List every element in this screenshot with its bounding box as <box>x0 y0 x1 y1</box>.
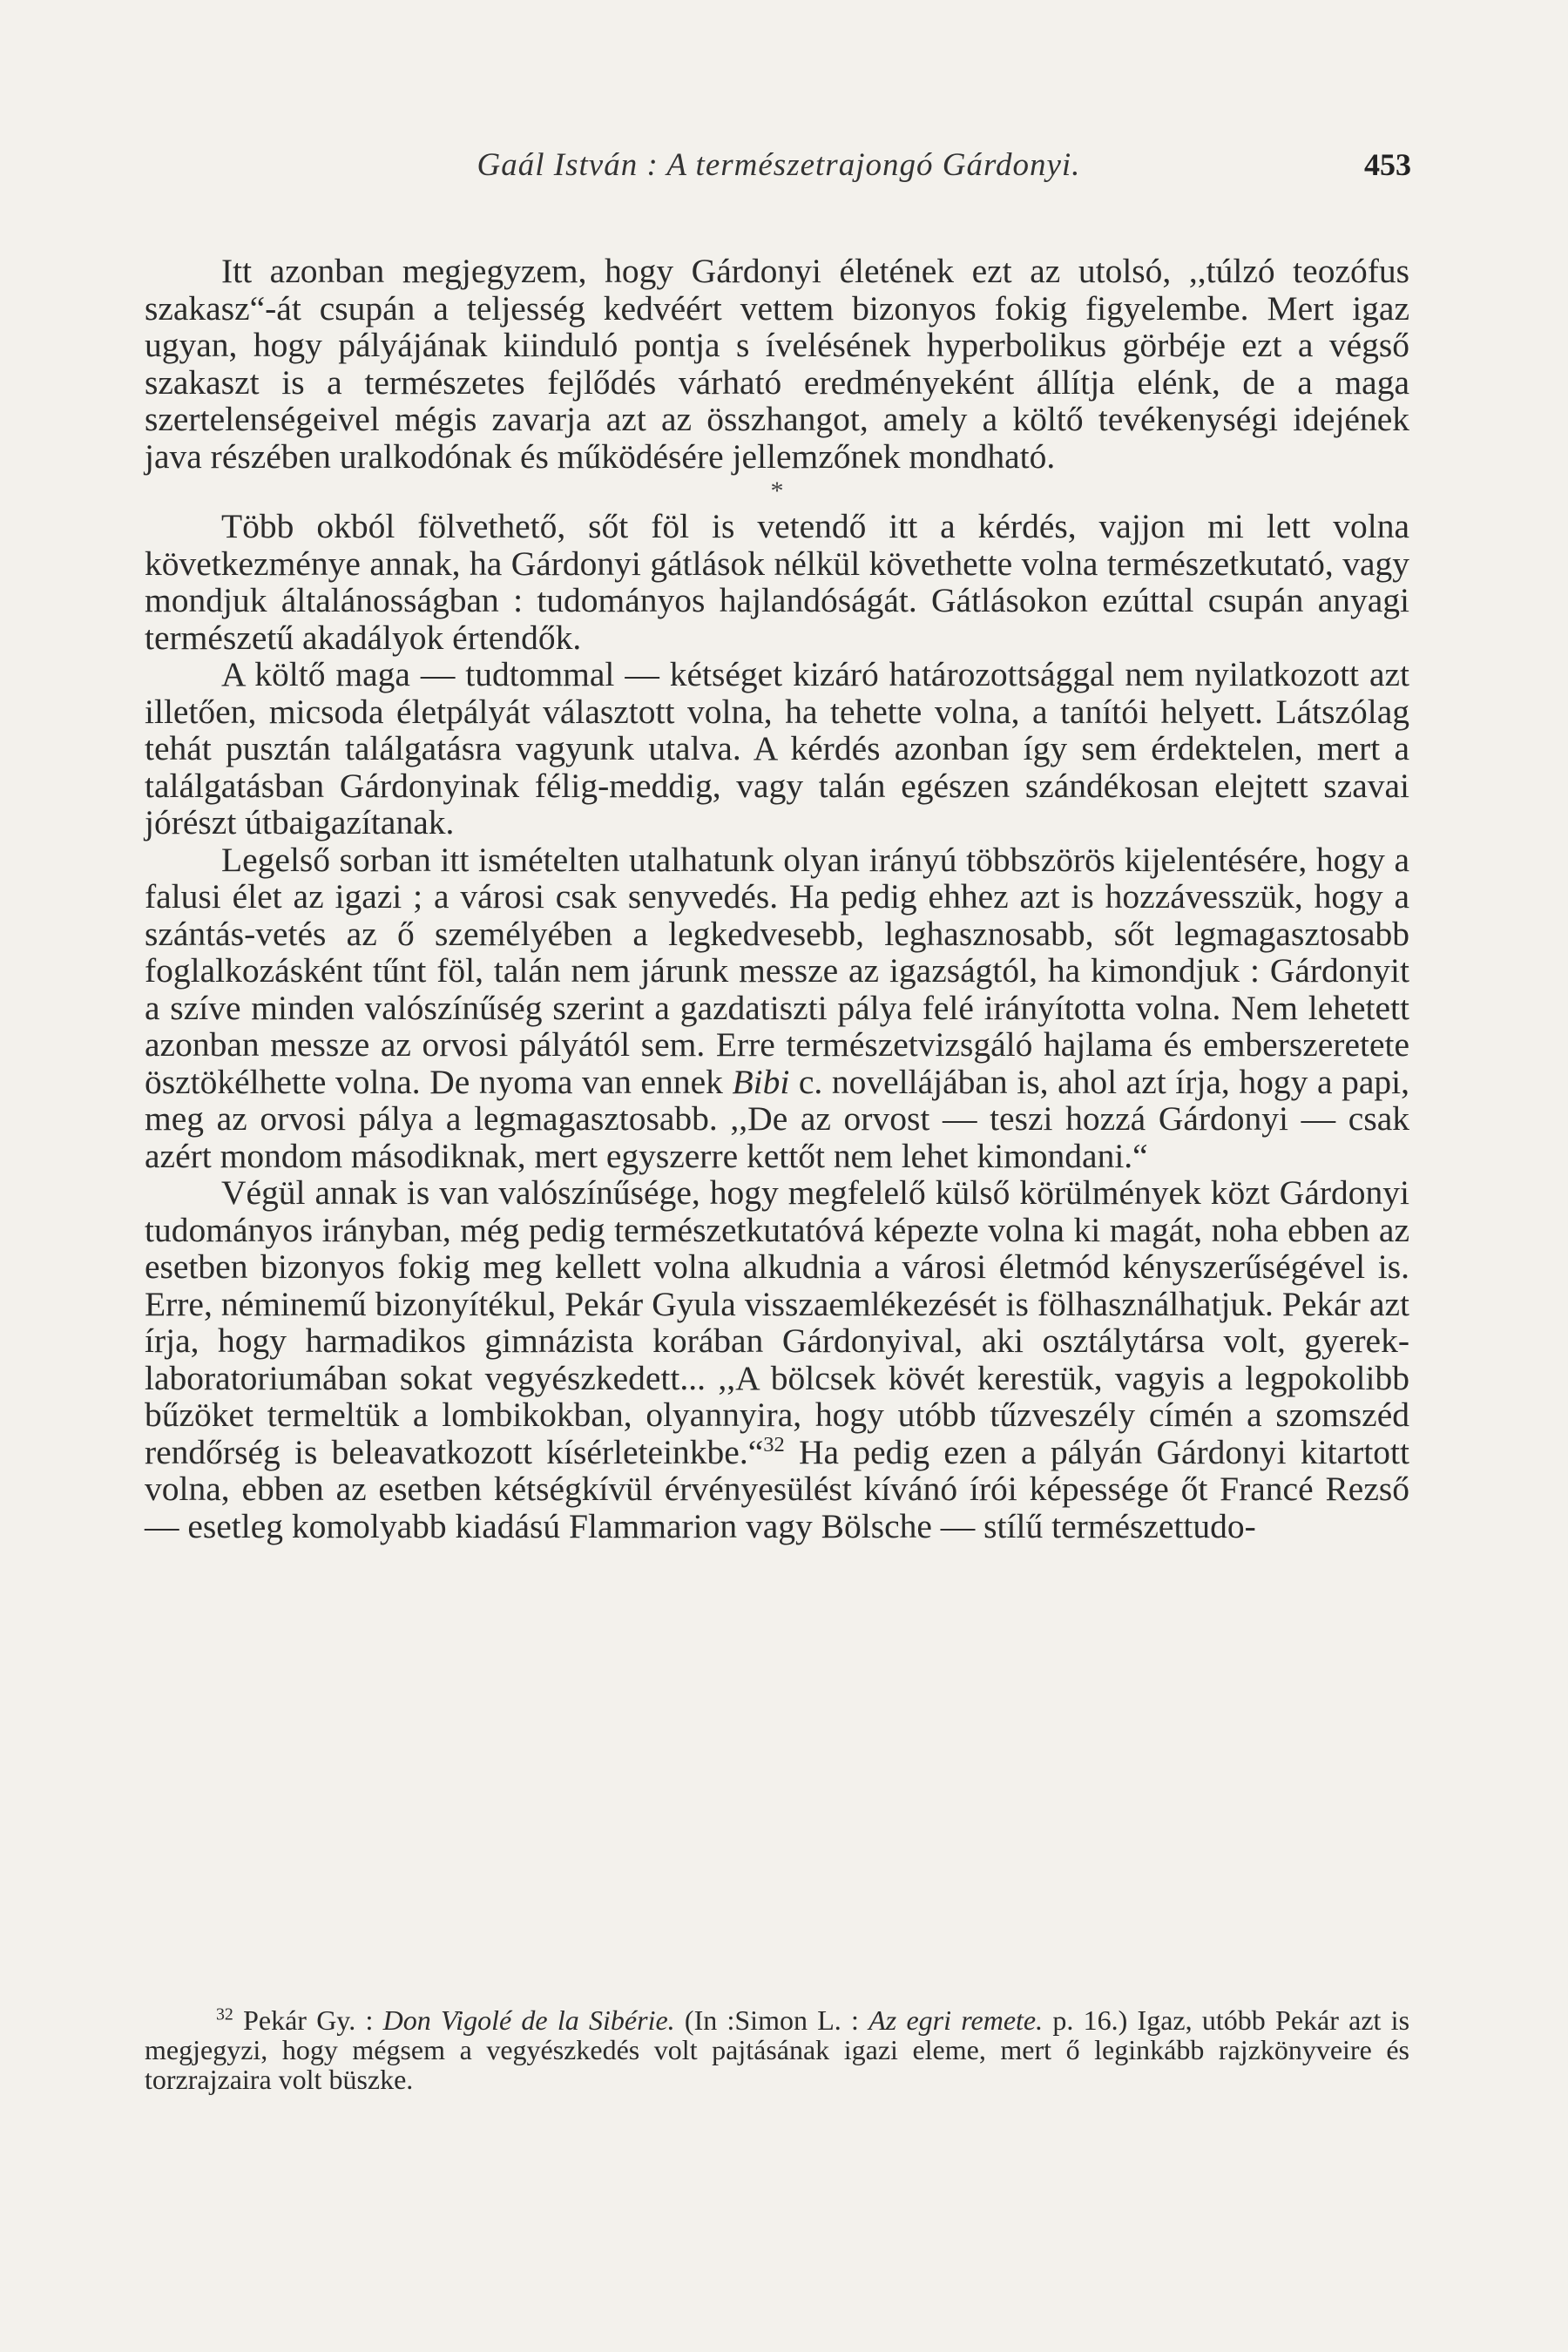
paragraph-5-text-a: Végül annak is van valószínűsége, hogy megfelelő külső körülmények közt Gárdonyi tudományos irányban, még pedig természetkutatóvá képezte volna ki magát, noha ebben az esetben bizonyos fokig meg kellett volna alkudnia a városi életmód kényszerűségével is. Erre, néminemű bizonyítékul, Pekár Gyula visszaemlékezését is fölhasználhatjuk. Pekár azt írja, hogy harmadikos gimnázista korában Gárdonyival, aki osztálytársa volt, gyerek-laboratoriumában sokat vegyészkedett... ,,A bölcsek kövét kerestük, vagyis a legpokolibb bűzöket termeltük a lombikokban, olyannyira, hogy utóbb tűzveszély címén a szomszéd rendőrség is beleavatkozott kísérleteinkbe.“ <box>145 1173 1409 1471</box>
footnotes <box>145 2005 1409 2094</box>
section-break-asterism: * <box>770 476 784 505</box>
footnote-text-c: p. 16.) Igaz, utóbb Pekár azt is megjegyzi, hogy mégsem a vegyészkedés volt pajtásának igazi eleme, mert ő leginkább rajzkönyveire és torzrajzaira volt büszke. <box>145 2004 1410 2095</box>
footnote-reference: 32 <box>763 1432 785 1456</box>
footnote-text-a: Pekár Gy. : <box>233 2004 383 2036</box>
paragraph-5-text-b: Ha pedig ezen a pályán Gárdonyi kitartott volna, ebben az esetben kétségkívül érvényesülést kívánó írói képessége őt Francé Rezső — esetleg komolyabb kiadású Flammarion vagy Bölsche — stílű természettudo- <box>145 1432 1409 1545</box>
running-title: Gaál István : A természetrajongó Gárdonyi. <box>476 147 1081 183</box>
footnote-number: 32 <box>216 2004 233 2024</box>
paragraph-4-text-a: Legelső sorban itt ismételten utalhatunk olyan irányú többszörös kijelentésére, hogy a falusi élet az igazi ; a városi csak senyvedés. Ha pedig ehhez azt is hozzávesszük, hogy a szántás-vetés az ő személyében a legkedvesebb, leghasznosabb, sőt legmagasztosabb foglalkozásként tűnt föl, talán nem járunk messze az igazságtól, ha kimondjuk : Gárdonyit a szíve minden valószínűség szerint a gazdatiszti pálya felé irányította volna. Nem lehetett azonban messze az orvosi pályától sem. Erre természetvizsgáló hajlama és emberszeretete ösztökélhette volna. De nyoma van ennek <box>145 840 1409 1101</box>
body-text <box>145 253 1409 1544</box>
paragraph-3: A költő maga — tudtommal — kétséget kizáró határozottsággal nem nyilatkozott azt illetően, micsoda életpályát választott volna, ha tehette volna, a tanítói helyett. Látszólag tehát pusztán találgatásra vagyunk utalva. A kérdés azonban így sem érdektelen, mert a találgatásban Gárdonyinak félig-meddig, vagy talán egészen szándékosan elejtett szavai jórészt útbaigazítanak. <box>145 655 1409 841</box>
paragraph-5 <box>145 1174 1409 1544</box>
footnote-title-1: Don Vigolé de la Sibérie. <box>382 2004 675 2036</box>
paragraph-2: Több okból fölvethető, sőt föl is vetendő itt a kérdés, vajjon mi lett volna következménye annak, ha Gárdonyi gátlások nélkül követhette volna természetkutató, vagy mondjuk általánosságban : tudományos hajlandóságát. Gátlásokon ezúttal csupán anyagi természetű akadályok értendők. <box>145 507 1409 657</box>
footnote-title-2: Az egri remete. <box>868 2004 1044 2036</box>
paragraph-4 <box>145 841 1409 1175</box>
novel-title-bibi: Bibi <box>732 1062 790 1101</box>
page-header <box>146 146 1411 199</box>
paragraph-4-text-b: c. novellájában is, ahol azt írja, hogy a papi, meg az orvosi pálya a legmagasztosabb. ,,De az orvost — teszi hozzá Gárdonyi — csak azért mondom másodiknak, mert egyszerre kettőt nem lehet kimondani.“ <box>145 1062 1409 1175</box>
page-number: 453 <box>1364 147 1411 182</box>
footnote-32 <box>145 2005 1409 2094</box>
paragraph-1: Itt azonban megjegyzem, hogy Gárdonyi életének ezt az utolsó, ,,túlzó teozófus szakasz“-át csupán a teljesség kedvéért vettem bizonyos fokig figyelembe. Mert igaz ugyan, hogy pályájának kiinduló pontja s ívelésének hyperbolikus görbéje ezt a végső szakaszt is a természetes fejlődés várható eredményeként állítja elénk, de a maga szertelenségeivel mégis zavarja azt az összhangot, amely a költő tevékenységi idejének java részében uralkodónak és működésére jellemzőnek mondható. <box>145 252 1409 476</box>
footnote-text-b: (In :Simon L. : <box>674 2004 869 2036</box>
